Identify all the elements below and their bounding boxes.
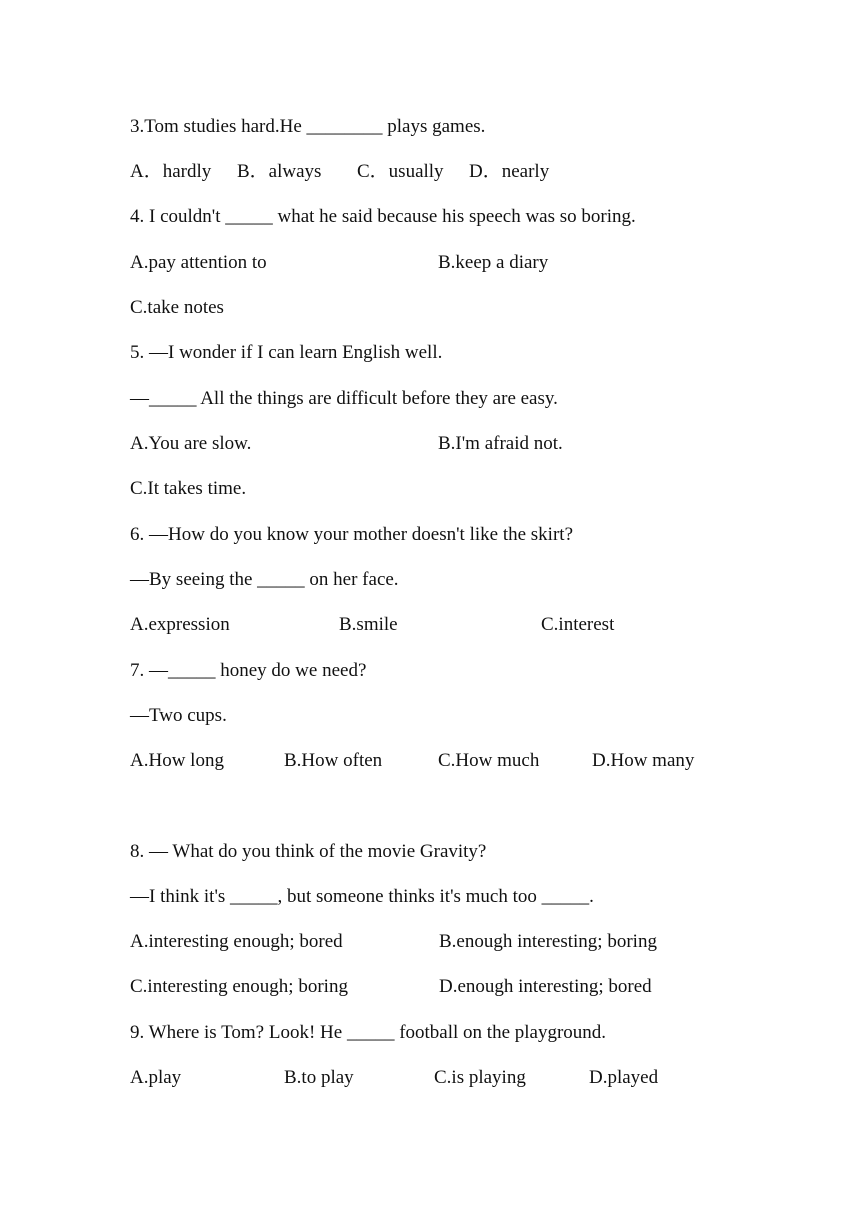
option-a: A.pay attention to (130, 252, 267, 273)
question-8-options-row-1 (130, 929, 657, 955)
option-b: B.smile (339, 614, 398, 635)
option-b: B.to play (284, 1067, 354, 1088)
question-5-reply: —_____ All the things are difficult before they are easy. (130, 388, 558, 409)
option-a: A.You are slow. (130, 433, 252, 454)
question-4-options-row-1 (130, 250, 549, 276)
option-c: C．usually (357, 161, 444, 182)
option-a: A.play (130, 1067, 182, 1088)
question-8-options-row-2 (130, 974, 652, 1000)
option-d: D.How many (592, 750, 695, 771)
question-6-stem: 6. —How do you know your mother doesn't like the skirt? (130, 524, 574, 545)
option-b: B.keep a diary (438, 252, 549, 273)
option-b: B．always (237, 161, 322, 182)
question-6-reply: —By seeing the _____ on her face. (130, 569, 399, 590)
option-b: B.enough interesting; boring (439, 931, 657, 952)
option-b: B.I'm afraid not. (438, 433, 563, 454)
option-c: C.How much (438, 750, 540, 771)
option-c: C.is playing (434, 1067, 526, 1088)
question-4-options-row-2 (130, 295, 224, 321)
option-c: C.It takes time. (130, 478, 247, 499)
question-5-options-row-2 (130, 476, 247, 502)
option-a: A.How long (130, 750, 224, 771)
option-a: A．hardly (130, 161, 212, 182)
question-3-options (130, 159, 550, 185)
question-9-stem: 9. Where is Tom? Look! He _____ football on the playground. (130, 1022, 607, 1043)
question-7-stem: 7. —_____ honey do we need? (130, 660, 367, 681)
option-d: D.played (589, 1067, 659, 1088)
question-3-stem: 3.Tom studies hard.He ________ plays games. (130, 116, 486, 137)
question-8-stem: 8. — What do you think of the movie Gravity? (130, 841, 487, 862)
option-b: B.How often (284, 750, 383, 771)
option-c: C.interesting enough; boring (130, 976, 348, 997)
question-7-options (130, 748, 695, 774)
question-6-options (130, 612, 615, 638)
option-c: C.interest (541, 614, 615, 635)
option-c: C.take notes (130, 297, 224, 318)
option-a: A.interesting enough; bored (130, 931, 343, 952)
question-7-reply: —Two cups. (130, 705, 227, 726)
question-9-options (130, 1065, 659, 1091)
question-8-reply: —I think it's _____, but someone thinks it's much too _____. (130, 886, 594, 907)
option-d: D．nearly (469, 161, 550, 182)
option-d: D.enough interesting; bored (439, 976, 652, 997)
option-a: A.expression (130, 614, 230, 635)
question-5-options-row-1 (130, 431, 563, 457)
question-5-stem: 5. —I wonder if I can learn English well. (130, 342, 443, 363)
question-4-stem: 4. I couldn't _____ what he said because his speech was so boring. (130, 206, 636, 227)
